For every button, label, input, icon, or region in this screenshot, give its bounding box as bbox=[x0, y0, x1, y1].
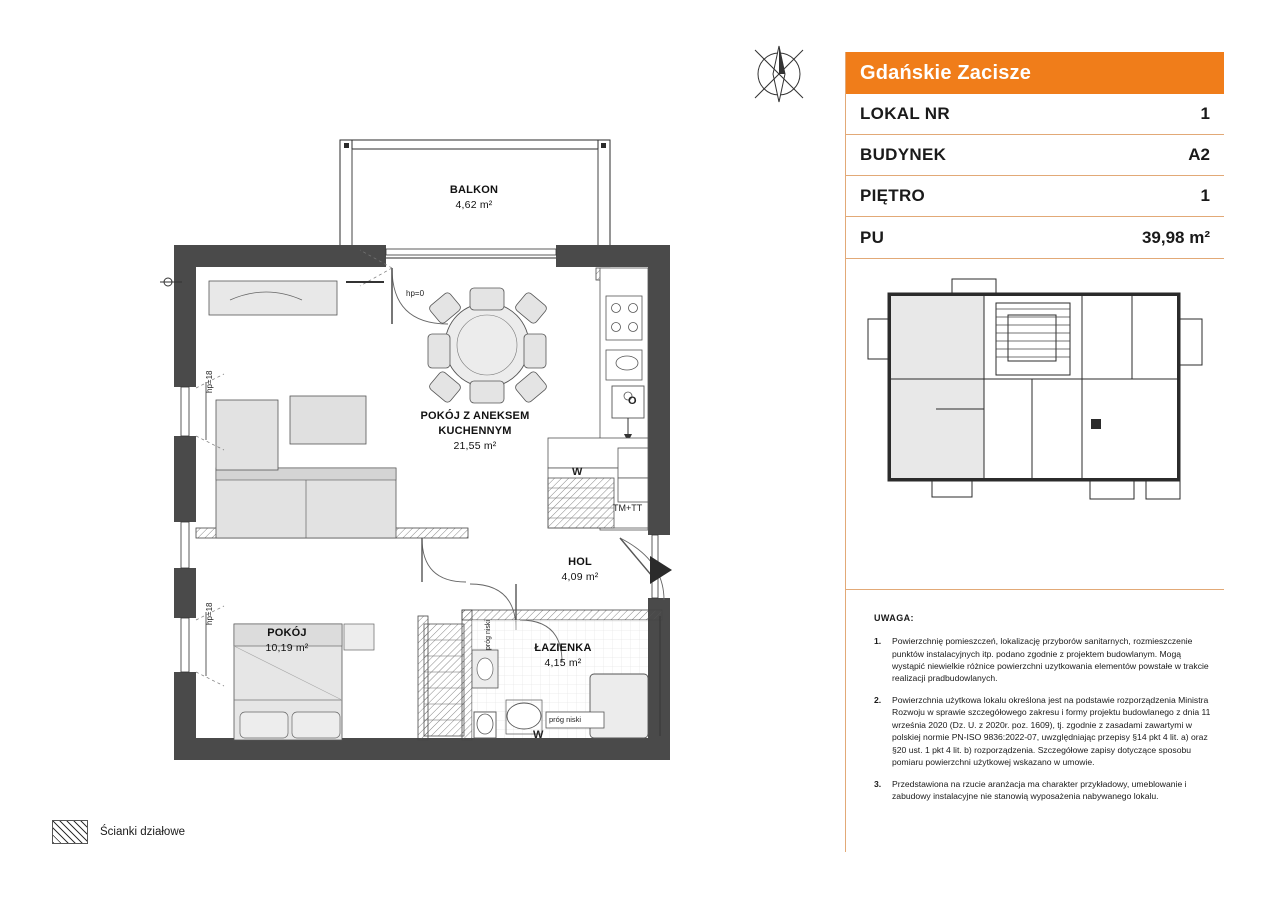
info-value-budynek: A2 bbox=[1188, 145, 1210, 164]
room-label-lazienka: ŁAZIENKA 4,15 m² bbox=[534, 642, 592, 669]
info-key-budynek: BUDYNEK bbox=[860, 145, 947, 164]
list-item bbox=[874, 635, 1212, 685]
list-item bbox=[874, 778, 1212, 803]
note-number: 2. bbox=[874, 694, 882, 705]
project-title: Gdańskie Zacisze bbox=[846, 52, 1224, 94]
note-text: Powierzchnia użytkowa lokalu określona jest na podstawie rozporządzenia Ministra Rozwoju w sprawie szczegółowego zakresu i formy projektu budowlanego z dnia 11 września 2020 (Dz. U. z 2020r. poz. 1609), tj. zgodnie z zasadami zawartymi w polskiej normie PN-ISO 9836:2022-07, uwzględniając przepisy §14 pkt 4 lit. a) oraz §20 ust. 1 pkt 4 lit. b) rozporządzenia. Szczegółowe zapisy dotyczące sposobu pomiaru powierzchni użytkowej wskazano w umowie. bbox=[892, 694, 1211, 768]
key-plan-drawing bbox=[846, 259, 1224, 589]
annotation-hp18-upper: hp=18 bbox=[205, 370, 214, 393]
key-plan bbox=[846, 259, 1224, 590]
room-label-balkon: BALKON 4,62 m² bbox=[449, 184, 499, 211]
annotation-prog-niski: próg niski bbox=[549, 715, 582, 724]
notes-list bbox=[874, 635, 1212, 802]
annotation-hp0: hp=0 bbox=[406, 289, 425, 298]
room-label-pokoj-z-aneksem: POKÓJ Z ANEKSEM KUCHENNYM 21,55 m² bbox=[420, 410, 530, 452]
room-label-hol: HOL 4,09 m² bbox=[561, 556, 599, 583]
info-value-pietro: 1 bbox=[1200, 186, 1210, 205]
annotation-washer-kitchen: W bbox=[572, 466, 583, 478]
notes-header: UWAGA: bbox=[874, 613, 914, 623]
compass-icon bbox=[745, 40, 813, 108]
info-value-pu: 39,98 m² bbox=[1141, 227, 1210, 247]
annotation-washer-bathroom: W bbox=[533, 729, 544, 741]
note-number: 3. bbox=[874, 778, 882, 789]
legend bbox=[52, 820, 185, 844]
note-text: Powierzchnię pomieszczeń, lokalizację przyborów sanitarnych, rozmieszczenie punktów instalacyjnych itp. podano zgodnie z projektem budowlanym. Mogą wystąpić niewielkie różnice powierzchni uzytkowania elementów powstałe w trakcie realizacji pradbudowlanych. bbox=[892, 636, 1209, 684]
table-row bbox=[846, 94, 1224, 135]
list-item bbox=[874, 694, 1212, 769]
info-key-pietro: PIĘTRO bbox=[860, 186, 926, 205]
annotation-prog-niski-vertical: próg niski bbox=[485, 620, 492, 650]
table-row bbox=[846, 176, 1224, 217]
notes-section bbox=[846, 590, 1224, 802]
table-row bbox=[846, 217, 1224, 258]
note-number: 1. bbox=[874, 636, 882, 647]
note-text: Przedstawiona na rzucie aranżacja ma charakter przykładowy, umeblowanie i zabudowy instalacyjne nie stanowią wyposażenia nabywanego lokalu. bbox=[892, 778, 1187, 802]
info-key-pu: PU bbox=[860, 227, 885, 247]
annotation-hp18-lower: hp=18 bbox=[205, 602, 214, 625]
info-panel bbox=[846, 52, 1224, 811]
legend-label-partition-walls: Ścianki działowe bbox=[100, 826, 186, 838]
annotation-tm-tt: TM+TT bbox=[613, 503, 643, 513]
info-value-lokal-nr: 1 bbox=[1200, 104, 1210, 123]
table-row bbox=[846, 135, 1224, 176]
legend-swatch-partition-walls bbox=[52, 820, 88, 844]
info-key-lokal-nr: LOKAL NR bbox=[860, 104, 950, 123]
unit-info-table bbox=[846, 94, 1224, 259]
bathroom-fixtures bbox=[472, 620, 648, 746]
room-label-pokoj: POKÓJ 10,19 m² bbox=[265, 627, 309, 654]
annotation-oven: O bbox=[628, 395, 637, 407]
